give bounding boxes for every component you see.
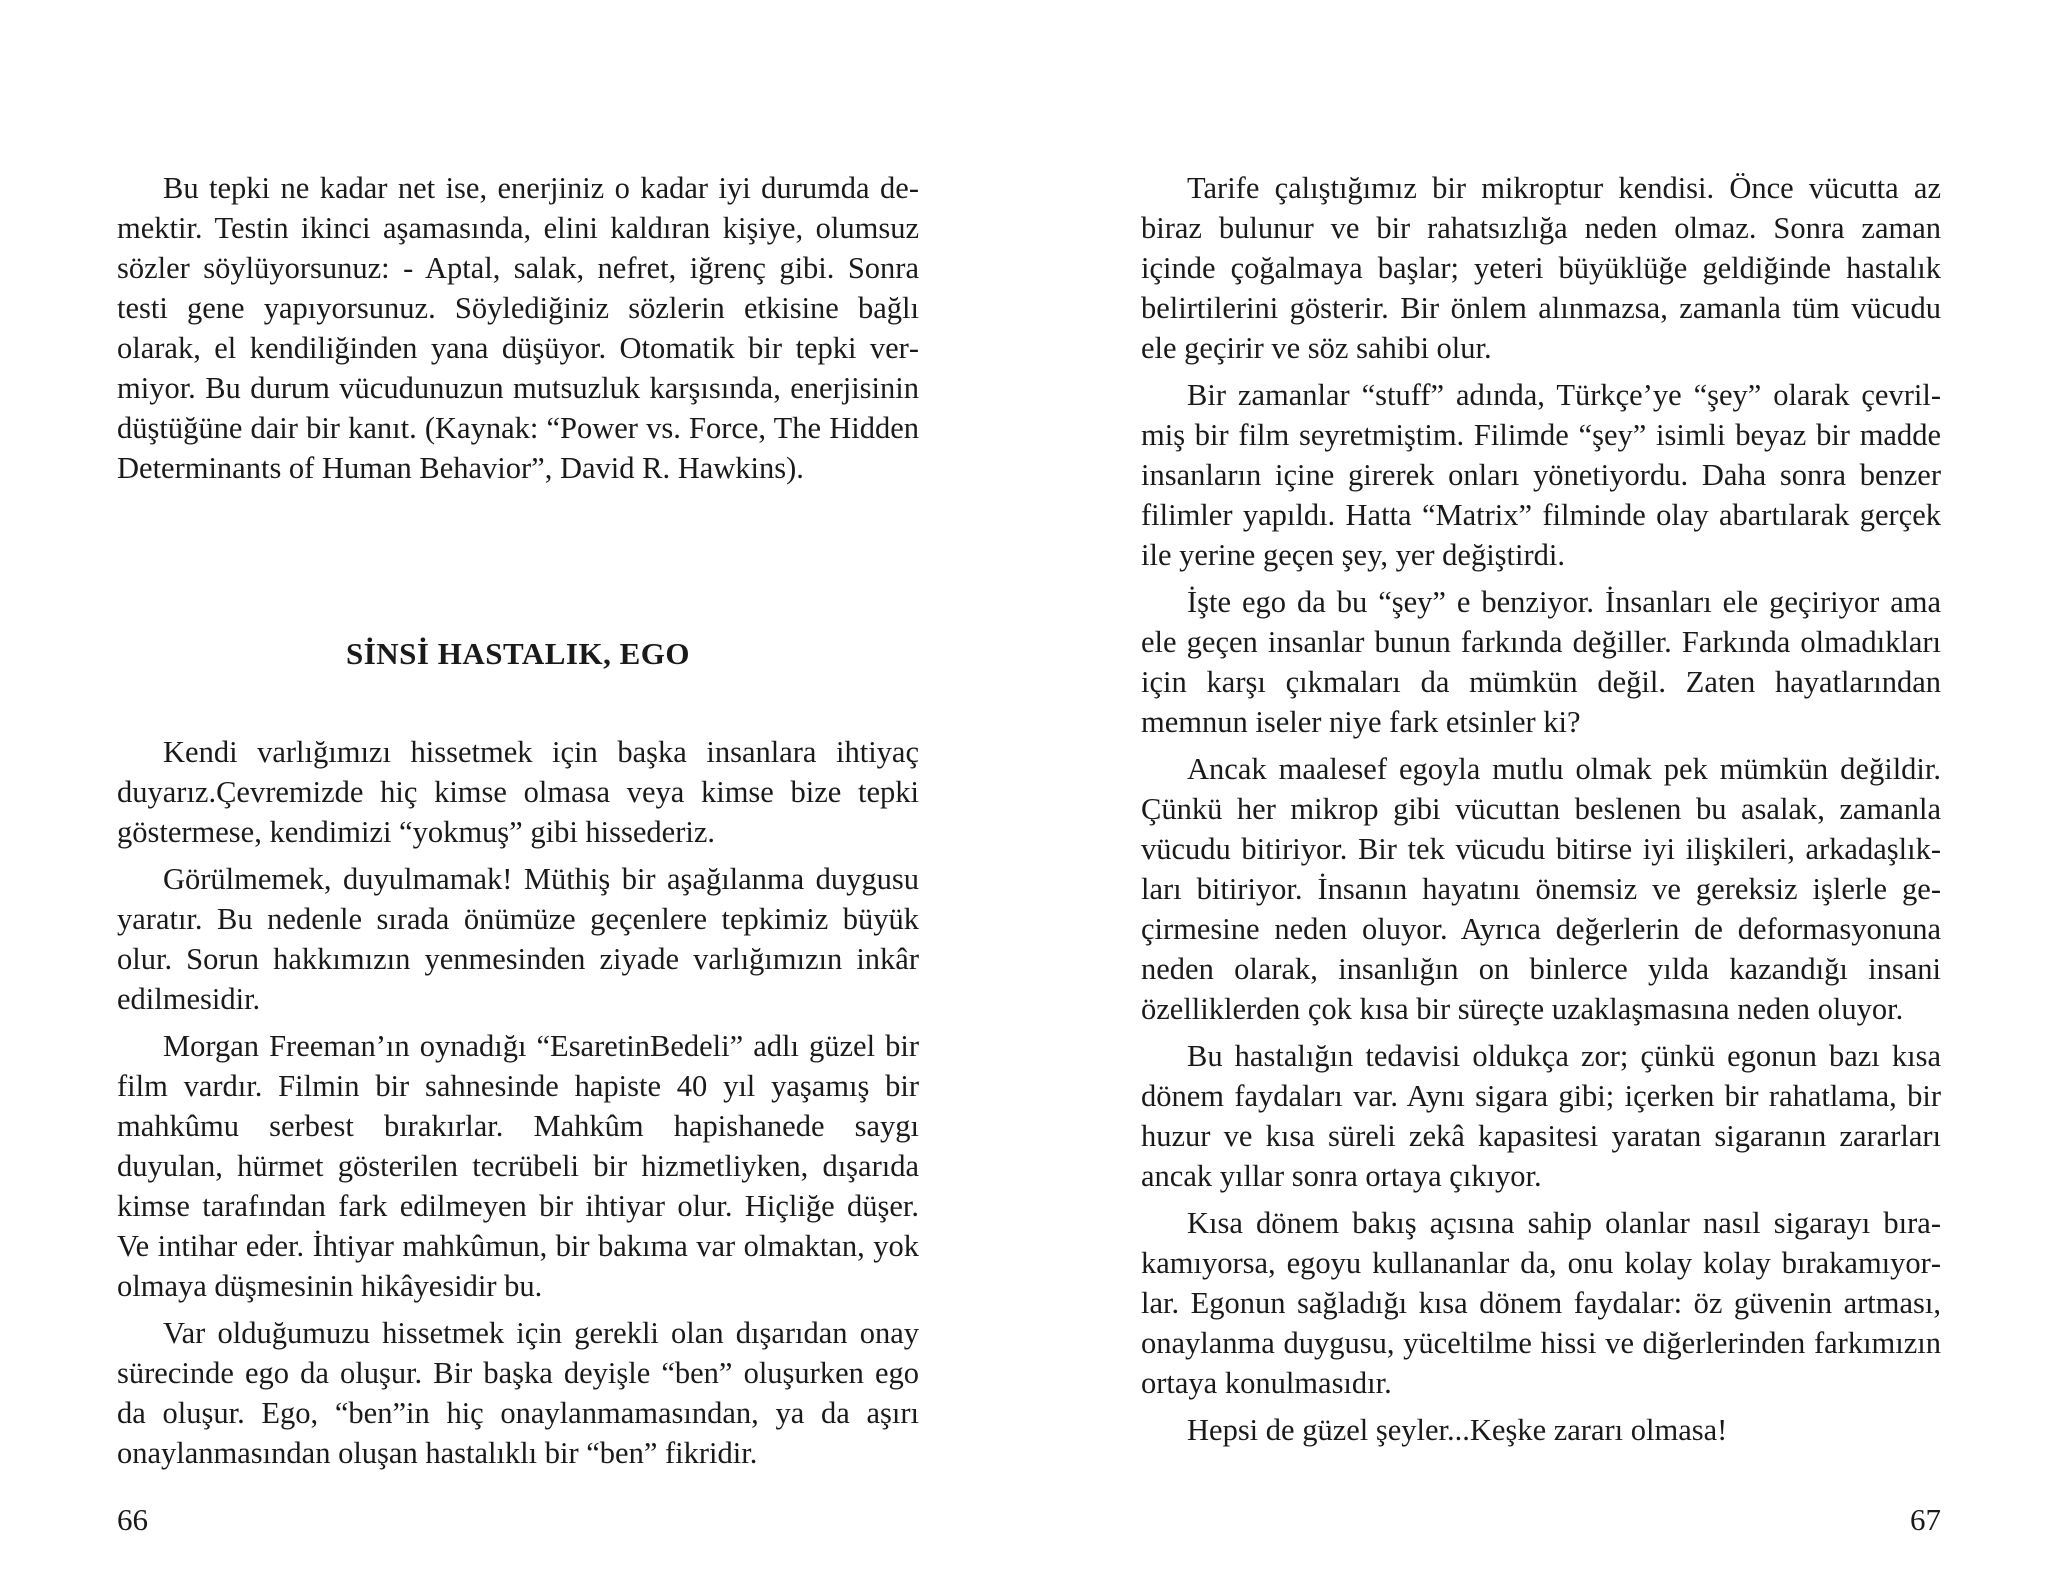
right-body-text (1141, 168, 1941, 1457)
left-page (117, 0, 919, 1593)
left-body-paragraph: Kendi varlığımızı hissetmek için başka insanlara ihtiyaç duyarız.Çevremizde hiç kimse olmasa veya kimse bize tepki göstermese, kendimizi “yokmuş” gibi hissederiz. (117, 735, 919, 849)
left-intro-paragraph: Bu tepki ne kadar net ise, enerjiniz o kadar iyi durumda demektir. Testin ikinci aşamasında, elini kaldıran kişiye, olumsuz sözler söylüyorsunuz: - Aptal, salak, nefret, iğrenç gibi. Sonra testi gene yapıyorsunuz. Söylediğiniz sözlerin etkisine bağlı olarak, el kendiliğinden yana düşüyor. Otomatik bir tepki vermiyor. Bu durum vücudunuzun mutsuzluk karşısında, enerjisinin düştüğüne dair bir kanıt. (Kaynak: “Power vs. Force, The Hidden Determinants of Human Behavior”, David R. Hawkins). (117, 171, 919, 485)
right-body-paragraph: Bu hastalığın tedavisi oldukça zor; çünkü egonun bazı kısa dönem faydaları var. Aynı sigara gibi; içerken bir rahatlama, bir huzur ve kısa süreli zekâ kapasitesi yaratan sigaranın zararları ancak yıllar sonra ortaya çıkıyor. (1141, 1039, 1941, 1193)
page-number-right: 67 (1910, 1502, 1941, 1537)
right-body-paragraph: Ancak maalesef egoyla mutlu olmak pek mümkün değildir. Çünkü her mikrop gibi vücuttan beslenen bu asalak, zamanla vücudu bitiriyor. Bir tek vücudu bitirse iyi ilişkileri, arkadaşlıkları bitiriyor. İnsanın hayatını önemsiz ve gereksiz işlerle geçirmesine neden oluyor. Ayrıca değerlerin de deformasyonuna neden olarak, insanlığın on binlerce yılda kazandığı insani özelliklerden çok kısa bir süreçte uzaklaşmasına neden oluyor. (1141, 752, 1941, 1026)
right-body-paragraph: İşte ego da bu “şey” e benziyor. İnsanları ele geçiriyor ama ele geçen insanlar bunun farkında değiller. Farkında olmadıkları için karşı çıkmaları da mümkün değil. Zaten hayatlarından memnun iseler niye fark etsinler ki? (1141, 585, 1941, 739)
left-body-paragraph: Görülmemek, duyulmamak! Müthiş bir aşağılanma duygusu yaratır. Bu nedenle sırada önümüze geçenlere tepkimiz büyük olur. Sorun hakkımızın yenmesinden ziyade varlığımızın inkâr edilmesidir. (117, 862, 919, 1016)
right-body-paragraph: Hepsi de güzel şeyler...Keşke zararı olmasa! (1187, 1413, 1728, 1447)
page-number-left: 66 (117, 1502, 148, 1537)
left-body-paragraph: Morgan Freeman’ın oynadığı “EsaretinBedeli” adlı güzel bir film vardır. Filmin bir sahnesinde hapiste 40 yıl yaşamış bir mahkûmu serbest bırakırlar. Mahkûm hapishanede saygı duyulan, hürmet gösterilen tecrübeli bir hizmetliyken, dışarıda kimse tarafından fark edilmeyen bir ihtiyar olur. Hiçliğe düşer. Ve intihar eder. İhtiyar mahkûmun, bir bakıma var olmaktan, yok olmaya düşmesinin hikâyesidir bu. (117, 1029, 919, 1303)
left-body-paragraph: Var olduğumuzu hissetmek için gerekli olan dışarıdan onay sürecinde ego da oluşur. Bir başka deyişle “ben” oluşurken ego da oluşur. Ego, “ben”in hiç onaylanmamasından, ya da aşırı onaylanmasından oluşan hastalıklı bir “ben” fikridir. (117, 1316, 919, 1470)
section-heading: SİNSİ HASTALIK, EGO (345, 636, 690, 671)
right-body-paragraph: Tarife çalıştığımız bir mikroptur kendisi. Önce vücutta az biraz bulunur ve bir rahatsızlığa neden olmaz. Sonra zaman içinde çoğalmaya başlar; yeteri büyüklüğe geldiğinde hastalık belirtilerini gösterir. Bir önlem alınmazsa, zamanla tüm vücudu ele geçirir ve söz sahibi olur. (1141, 171, 1941, 365)
left-intro-text (117, 168, 919, 495)
right-body-paragraph: Kısa dönem bakış açısına sahip olanlar nasıl sigarayı bırakamıyorsa, egoyu kullananlar da, onu kolay kolay bırakamıyorlar. Egonun sağladığı kısa dönem faydalar: öz güvenin artması, onaylanma duygusu, yüceltilme hissi ve diğerlerinden farkımızın ortaya konulmasıdır. (1141, 1206, 1941, 1400)
left-body-text (117, 732, 919, 1480)
right-body-paragraph: Bir zamanlar “stuff” adında, Türkçe’ye “şey” olarak çevrilmiş bir film seyretmiştim. Filimde “şey” isimli beyaz bir madde insanların içine girerek onları yönetiyordu. Daha sonra benzer filimler yapıldı. Hatta “Matrix” filminde olay abartılarak gerçek ile yerine geçen şey, yer değiştirdi. (1141, 378, 1941, 572)
right-page (1141, 0, 1941, 1593)
